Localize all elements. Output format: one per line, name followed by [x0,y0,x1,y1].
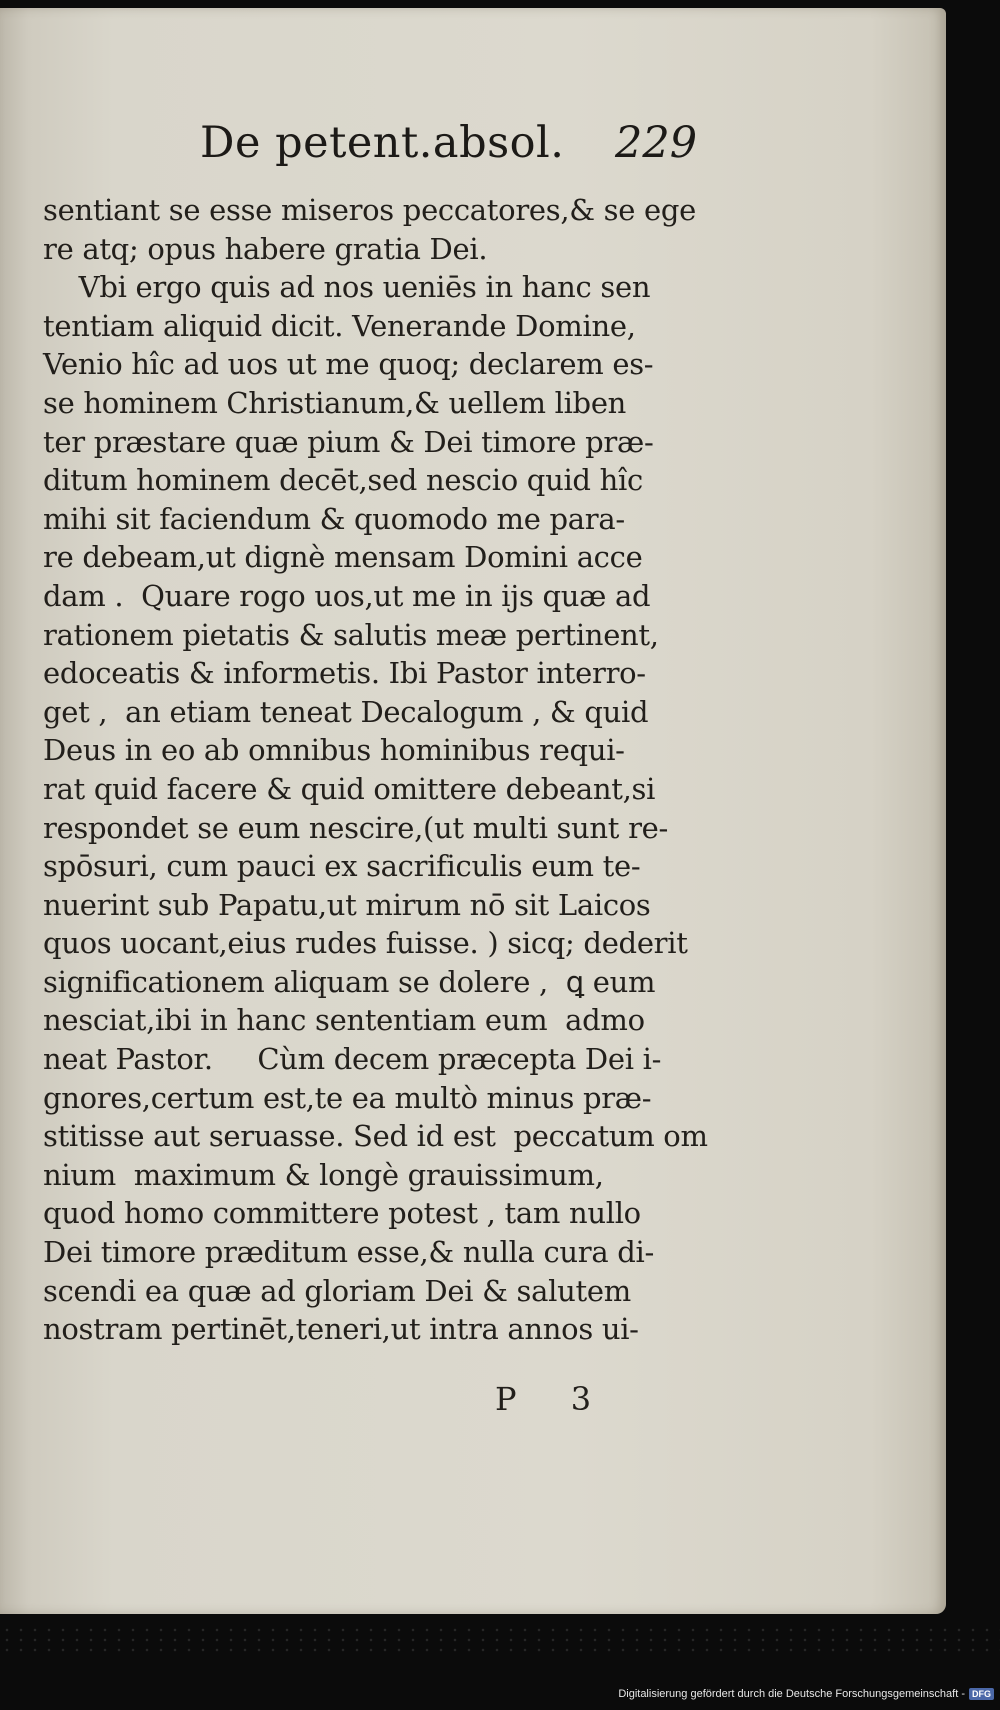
text-line: re debeam,ut dignè mensam Domini acce [43,540,643,575]
text-line: dam . Quare rogo uos,ut me in ijs quæ ad [43,578,651,613]
digitization-footer [618,1688,994,1700]
text-line: tentiam aliquid dicit. Venerande Domine, [43,308,636,343]
text-line: sentiant se esse miseros peccatores,& se ege [43,193,697,227]
text-line: nium maximum & longè grauissimum, [43,1157,604,1192]
text-line: spōsuri, cum pauci ex sacrificulis eum te- [43,849,641,884]
text-line: re atq; opus habere gratia Dei. [43,231,488,266]
text-line: stitisse aut seruasse. Sed id est peccatum om [43,1119,708,1154]
text-line: quod homo committere potest , tam nullo [43,1196,641,1231]
scan-edge-dots [0,1625,1000,1655]
text-line: respondet se eum nescire,(ut multi sunt re- [43,810,669,845]
text-line: mihi sit faciendum & quomodo me para- [43,501,625,536]
text-line: rationem pietatis & salutis meæ pertinent, [43,617,659,652]
text-line: Deus in eo ab omnibus hominibus requi- [43,733,625,768]
text-line: scendi ea quæ ad gloriam Dei & salutem [43,1273,631,1308]
book-page [0,8,946,1614]
text-line: ter præstare quæ pium & Dei timore præ- [43,424,654,459]
text-line: quos uocant,eius rudes fuisse. ) sicq; dederit [43,926,688,961]
text-line: gnores,certum est,te ea multò minus præ- [43,1080,652,1115]
page-number: 229 [615,118,698,168]
text-line: edoceatis & informetis. Ibi Pastor interro- [43,656,646,691]
page-header [0,118,946,178]
footer-credit: Digitalisierung gefördert durch die Deutsche Forschungsgemeinschaft - [618,1688,965,1700]
text-line: nuerint sub Papatu,ut mirum nō sit Laicos [43,887,651,922]
running-title: De petent.absol. [200,118,565,168]
text-line: nesciat,ibi in hanc sententiam eum admo [43,1003,645,1038]
text-line: significationem aliquam se dolere , ꝗ eum [43,964,656,999]
text-line: ditum hominem decēt,sed nescio quid hîc [43,463,643,498]
text-line: Vbi ergo quis ad nos ueniēs in hanc sen [43,270,651,305]
dfg-logo-icon: DFG [969,1688,994,1700]
text-line: Dei timore præditum esse,& nulla cura di- [43,1235,654,1270]
signature-mark: P 3 [495,1380,614,1418]
text-line: neat Pastor. Cùm decem præcepta Dei i- [43,1042,662,1077]
text-line: rat quid facere & quid omittere debeant,si [43,771,656,806]
body-text [43,191,708,1349]
text-line: se hominem Christianum,& uellem liben [43,385,627,420]
text-line: nostram pertinēt,teneri,ut intra annos ui- [43,1312,639,1347]
text-line: Venio hîc ad uos ut me quoq; declarem es- [43,347,654,382]
text-line: get , an etiam teneat Decalogum , & quid [43,694,649,729]
